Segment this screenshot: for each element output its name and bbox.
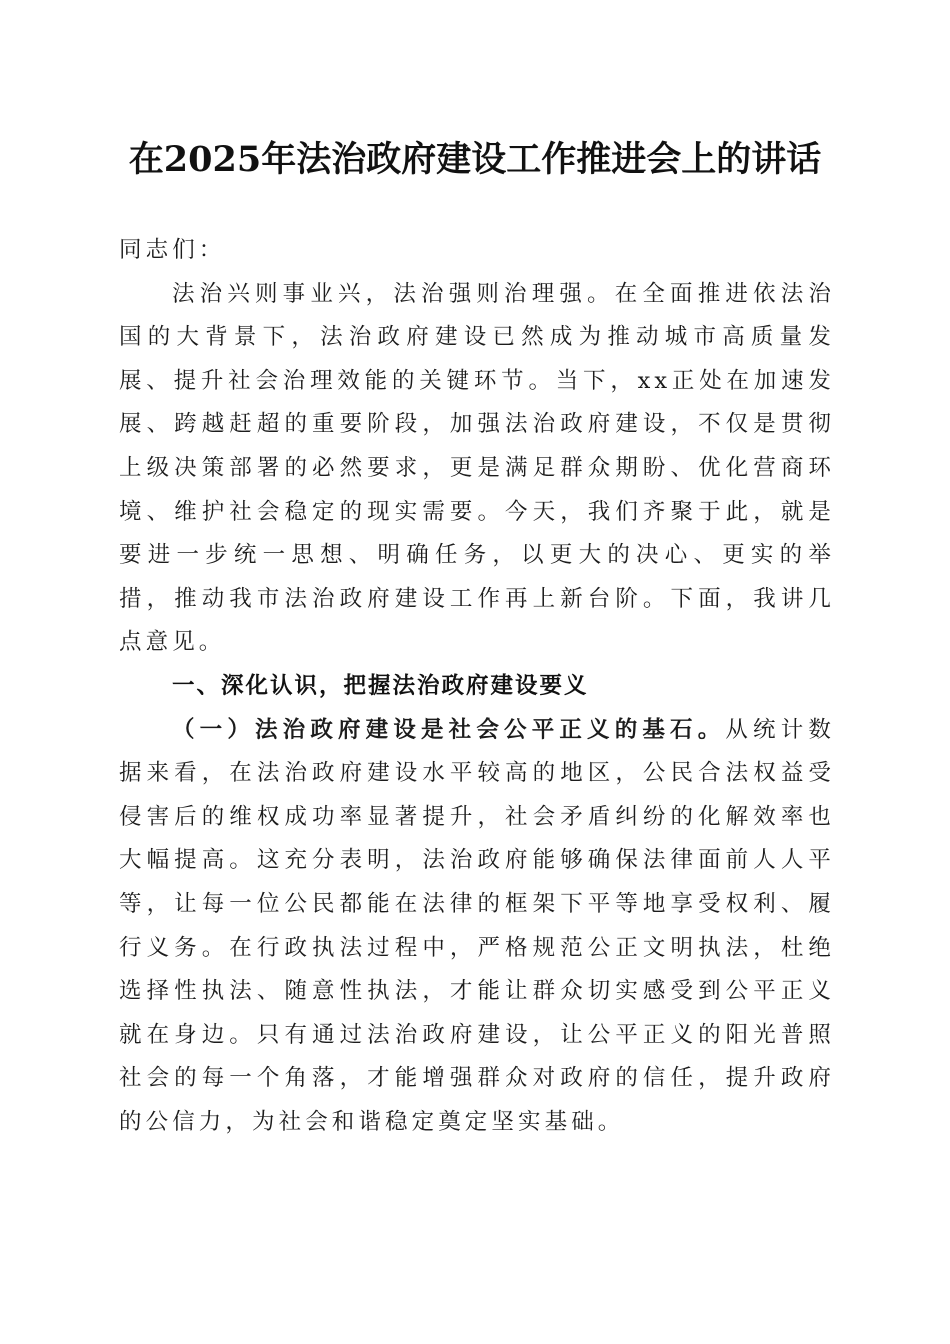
document-title: 在2025年法治政府建设工作推进会上的讲话 bbox=[128, 139, 822, 180]
document-body bbox=[119, 229, 835, 1144]
salutation: 同志们： bbox=[119, 237, 226, 263]
subsection-heading: （一）法治政府建设是社会公平正义的基石。 bbox=[172, 716, 726, 743]
section-heading: 一、深化认识，把握法治政府建设要义 bbox=[172, 672, 589, 699]
subsection-paragraph bbox=[119, 709, 835, 1145]
subsection-body: 从统计数据来看，在法治政府建设水平较高的地区，公民合法权益受侵害后的维权成功率显著提升，社会矛盾纠纷的化解效率也大幅提高。这充分表明，法治政府能够确保法律面前人人平等，让每一位公民都能在法律的框架下平等地享受权利、履行义务。在行政执法过程中，严格规范公正文明执法，杜绝选择性执法、随意性执法，才能让群众切实感受到公平正义就在身边。只有通过法治政府建设，让公平正义的阳光普照社会的每一个角落，才能增强群众对政府的信任，提升政府的公信力，为社会和谐稳定奠定坚实基础。 bbox=[119, 716, 835, 1135]
intro-paragraph: 法治兴则事业兴，法治强则治理强。在全面推进依法治国的大背景下，法治政府建设已然成为推动城市高质量发展、提升社会治理效能的关键环节。当下，xx正处在加速发展、跨越赶超的重要阶段，加强法治政府建设，不仅是贯彻上级决策部署的必然要求，更是满足群众期盼、优化营商环境、维护社会稳定的现实需要。今天，我们齐聚于此，就是要进一步统一思想、明确任务，以更大的决心、更实的举措，推动我市法治政府建设工作再上新台阶。下面，我讲几点意见。 bbox=[119, 280, 835, 656]
